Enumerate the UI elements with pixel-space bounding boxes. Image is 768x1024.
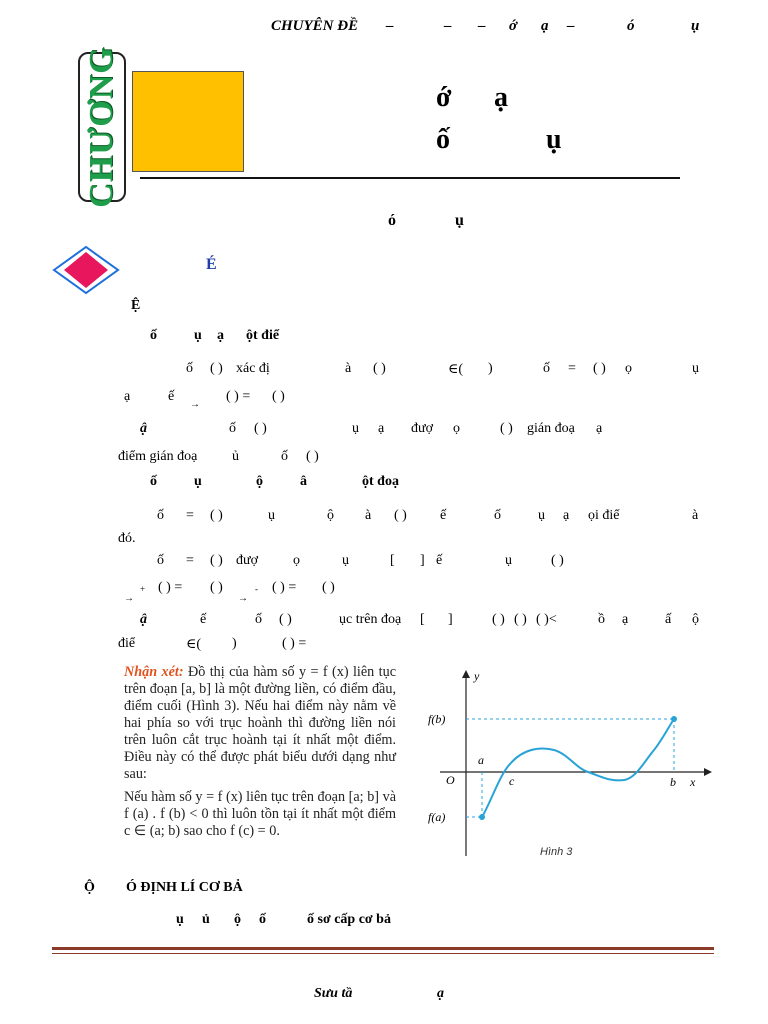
text-fragment: ố <box>186 361 193 376</box>
header-word: ạ <box>541 18 549 34</box>
text-fragment: ( ) <box>593 361 606 376</box>
text-fragment: ( ) <box>210 553 223 568</box>
text-fragment: ạ <box>378 421 385 436</box>
remark-label: Nhận xét: <box>124 664 184 680</box>
text-fragment: ạ <box>622 612 629 627</box>
text-fragment: ụ <box>538 508 545 523</box>
text-fragment: ] <box>420 553 425 568</box>
text-fragment: ( ) = <box>272 580 297 595</box>
text-fragment: ( )< <box>536 612 557 627</box>
chapter-title-part: ụ <box>546 124 562 155</box>
footer-rule <box>52 947 714 950</box>
chapter-badge <box>78 46 126 208</box>
figure-graph <box>418 664 718 864</box>
text-fragment: ạ <box>596 421 603 436</box>
heading-part: ột điể <box>246 328 280 343</box>
text-fragment: ∈( <box>186 637 202 652</box>
text-fragment: à <box>365 508 372 523</box>
text-fragment: ) <box>232 636 237 651</box>
section-title-part: ụ <box>455 212 464 229</box>
origin-label: O <box>446 773 455 787</box>
text-fragment: đượ <box>236 553 258 568</box>
header-title: CHUYÊN ĐỀ <box>271 18 359 34</box>
text-fragment: = <box>568 361 576 376</box>
arrow-subscript: → <box>124 593 134 604</box>
text-fragment: ( ) <box>322 580 335 595</box>
text-fragment: ] <box>448 612 453 627</box>
header-sep: – <box>386 18 394 34</box>
text-fragment: ậ <box>140 612 147 627</box>
text-fragment: ế <box>436 553 443 568</box>
arrow-subscript: → <box>238 593 248 604</box>
heading-part: ủ <box>202 912 210 927</box>
arrow-subscript: → <box>190 399 200 410</box>
text-fragment: điểm gián đoạ <box>118 449 198 464</box>
text-fragment: điể <box>118 636 136 651</box>
text-fragment: ( ) <box>551 553 564 568</box>
text-fragment: ố <box>229 421 236 436</box>
header-sep: – <box>444 18 452 34</box>
text-fragment: ( ) <box>306 449 319 464</box>
text-fragment: ộ <box>692 612 699 627</box>
text-fragment: ạ <box>563 508 570 523</box>
text-fragment: = <box>186 553 194 568</box>
text-fragment: gián đoạ <box>527 421 575 436</box>
text-fragment: ( ) = <box>282 636 307 651</box>
x-axis-arrow <box>704 768 712 776</box>
heading-part: ạ <box>217 328 224 343</box>
text-fragment: ọi điể <box>588 508 620 523</box>
text-fragment: ủ <box>232 449 239 464</box>
text-fragment: = <box>186 508 194 523</box>
text-fragment: ( ) <box>254 421 267 436</box>
text-fragment: ế <box>168 389 175 404</box>
footer-text: Sưu tầ <box>314 986 353 1001</box>
text-fragment: à <box>692 508 699 523</box>
text-fragment: [ <box>390 553 395 568</box>
c-label: c <box>509 774 515 788</box>
y-axis-arrow <box>462 670 470 678</box>
diamond-icon <box>52 244 120 296</box>
text-fragment: ∈( <box>448 362 464 377</box>
text-fragment: ố <box>543 361 550 376</box>
header-word: ụ <box>691 18 700 34</box>
text-fragment: ( ) = <box>226 389 251 404</box>
heading-part: ố <box>150 328 157 343</box>
heading-part: ố <box>150 474 157 489</box>
heading-part: ố sơ cấp cơ bả <box>307 912 391 927</box>
heading-part: ụ <box>194 474 202 489</box>
header-sep: – <box>567 18 575 34</box>
text-fragment: ( ) <box>492 612 505 627</box>
text-fragment: ụ <box>352 421 359 436</box>
header-word: ớ <box>509 18 518 34</box>
footer-text: ạ <box>437 986 444 1001</box>
section-title-part: ó <box>388 212 396 229</box>
x-label: x <box>690 775 696 789</box>
text-fragment: ố <box>255 612 262 627</box>
text-fragment: ụ <box>692 361 699 376</box>
heading-part: ố <box>259 912 266 927</box>
header-word: ó <box>627 18 635 34</box>
heading-part: ụ <box>194 328 202 343</box>
text-fragment: xác đị <box>236 361 270 376</box>
heading-part: ột đoạ <box>362 474 399 489</box>
remark-statement: Nếu hàm số y = f (x) liên tục trên đoạn [a; b] và f (a) . f (b) < 0 thì luôn tồn tại ít nhất một điểm c ∈ (a; b) sao cho f (c) = 0. <box>124 789 396 839</box>
text-fragment: ế <box>440 508 447 523</box>
title-rule <box>140 177 680 179</box>
text-fragment: ( ) <box>272 389 285 404</box>
text-fragment: ọ <box>293 553 300 568</box>
text-fragment: à <box>345 361 352 376</box>
text-fragment: ố <box>157 553 164 568</box>
b-label: b <box>670 775 676 789</box>
text-fragment: ấ <box>665 612 672 627</box>
chapter-title-part: ớ <box>436 82 452 113</box>
text-fragment: ố <box>157 508 164 523</box>
text-fragment: [ <box>420 612 425 627</box>
figure-caption: Hình 3 <box>540 846 573 858</box>
point-a <box>479 814 485 820</box>
text-fragment: ( ) <box>210 508 223 523</box>
text-fragment: ộ <box>327 508 334 523</box>
sign-superscript: - <box>255 584 258 594</box>
sign-superscript: + <box>140 584 146 594</box>
text-fragment: ọ <box>625 361 632 376</box>
chapter-number-box <box>132 71 244 172</box>
chapter-title-part: ố <box>436 124 450 155</box>
function-curve <box>482 719 674 817</box>
text-fragment: ụ <box>505 553 512 568</box>
remark-paragraph: Đồ thị của hàm số y = f (x) liên tục trên đoạn [a, b] là một đường liền, có điểm đầu, điểm cuối (Hình 3). Nếu hai điểm này nằm về hai phía so với trục hoành thì đường liền nói trên luôn cắt trục hoành tại ít nhất một điểm. Điều này có thể được phát biểu dưới dạng như sau: <box>124 664 396 782</box>
text-fragment: ( ) = <box>158 580 183 595</box>
heading-part: â <box>300 474 307 489</box>
heading-part: ụ <box>176 912 184 927</box>
remark-block <box>124 664 396 846</box>
text-fragment: ( ) <box>210 361 223 376</box>
text-fragment: ( ) <box>373 361 386 376</box>
heading-part: Ệ <box>131 298 141 313</box>
text-fragment: ọ <box>453 421 460 436</box>
text-fragment: ( ) <box>394 508 407 523</box>
heading-part: ộ <box>234 912 241 927</box>
text-fragment: ế <box>200 612 207 627</box>
footer-rule <box>52 953 714 954</box>
section2-heading-part: Ộ <box>84 880 95 895</box>
a-label: a <box>478 753 484 767</box>
text-fragment: ( ) <box>279 612 292 627</box>
y-label: y <box>474 669 480 683</box>
header-sep: – <box>478 18 486 34</box>
text-fragment: đượ <box>411 421 433 436</box>
section2-heading-part: Ó ĐỊNH LÍ CƠ BẢ <box>126 880 243 895</box>
text-fragment: ục trên đoạ <box>339 612 402 627</box>
text-fragment: ồ <box>598 612 605 627</box>
text-fragment: ( ) <box>210 580 223 595</box>
heading-part: ộ <box>256 474 263 489</box>
chapter-title-part: ạ <box>494 82 508 113</box>
text-fragment: ụ <box>342 553 349 568</box>
text-fragment: ậ <box>140 421 147 436</box>
text-fragment: ụ <box>268 508 275 523</box>
text-fragment: đó. <box>118 531 136 546</box>
text-fragment: ạ <box>124 389 131 404</box>
point-b <box>671 716 677 722</box>
text-fragment: ố <box>281 449 288 464</box>
text-fragment: ( ) <box>514 612 527 627</box>
text-fragment: ố <box>494 508 501 523</box>
fa-label: f(a) <box>428 810 446 824</box>
text-fragment: ) <box>488 361 493 376</box>
chapter-badge-label: CHƯƠNG <box>83 46 120 208</box>
theory-heading: É <box>206 256 217 273</box>
text-fragment: ( ) <box>500 421 513 436</box>
fb-label: f(b) <box>428 712 446 726</box>
